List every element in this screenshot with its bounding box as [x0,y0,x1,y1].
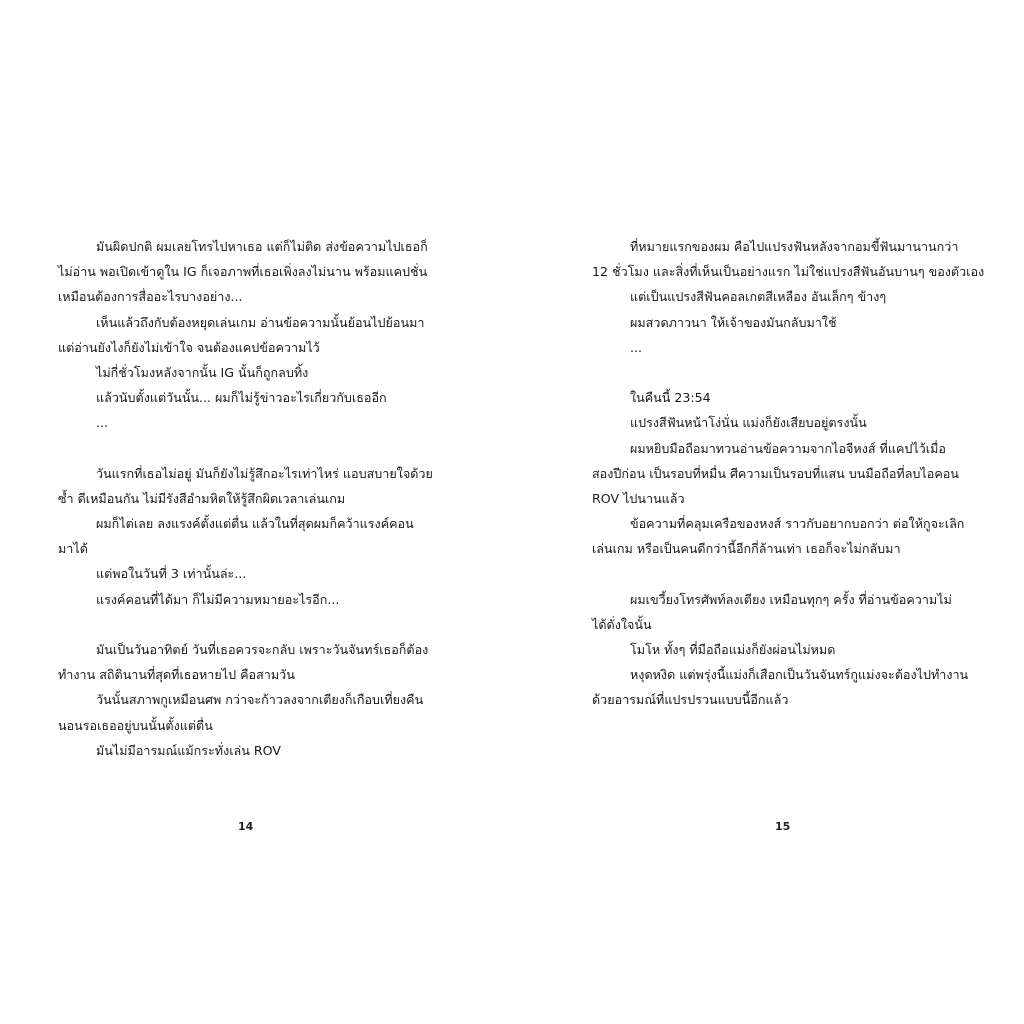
text-line: ... [630,339,643,355]
text-line: หงุดหงิด แต่พรุ่งนี้แม่งก็เสือกเป็นวันจันทร์กูแม่งจะต้องไปทำงาน [630,667,969,683]
text-line: วันนั้นสภาพกูเหมือนศพ กว่าจะก้าวลงจากเตียงก็เกือบเที่ยงคืน [96,692,424,708]
text-line: เห็นแล้วถึงกับต้องหยุดเล่นเกม อ่านข้อความนั้นย้อนไปย้อนมา [96,314,425,330]
text-line: ROV ไปนานแล้ว [592,490,685,506]
text-line: 12 ชั่วโมง และสิ่งที่เห็นเป็นอย่างแรก ไม่ใช่แปรงสีฟันอันบานๆ ของตัวเอง [592,264,985,280]
page-number-left: 14 [238,820,254,833]
text-line: มันไม่มีอารมณ์แม้กระทั่งเล่น ROV [96,742,281,758]
paragraph-spacer [58,612,436,637]
text-line: แรงค์คอนที่ได้มา ก็ไม่มีความหมายอะไรอีก... [96,591,340,607]
text-line: มันผิดปกติ ผมเลยโทรไปหาเธอ แต่ก็ไม่ติด ส่งข้อความไปเธอก็ [96,239,428,254]
paragraph-spacer [592,561,982,586]
text-line: ข้อความที่คลุมเครือของหงส์ ราวกับอยากบอกว่า ต่อให้กูจะเลิก [630,516,965,532]
paragraph-spacer [58,436,436,461]
text-line: ที่หมายแรกของผม คือไปแปรงฟันหลังจากอมขี้ฟันมานานกว่า [630,239,959,254]
text-line: แล้วนับตั้งแต่วันนั้น... ผมก็ไม่รู้ข่าวอะไรเกี่ยวกับเธออีก [96,390,387,406]
text-line: ทำงาน สถิตินานที่สุดที่เธอหายไป คือสามวัน [58,667,295,683]
text-line: มาได้ [58,541,88,557]
text-line: สองปีก่อน เป็นรอบที่หมื่น ศีความเป็นรอบที่แสน บนมือถือที่ลบไอคอน [592,465,959,481]
left-page-text [58,234,436,763]
text-line: ผมหยิบมือถือมาทวนอ่านข้อความจากไอจีหงส์ ที่แคปไว้เมื่อ [630,440,946,456]
text-line: ไม่กี่ชั่วโมงหลังจากนั้น IG นั้นก็ถูกลบทิ้ง [96,364,309,380]
text-line: ด้วยอารมณ์ที่แปรปรวนแบบนี้อีกแล้ว [592,692,789,708]
text-line: แปรงสีฟันหน้าโง่นั่น แม่งก็ยังเสียบอยู่ตรงนั้น [630,415,867,431]
text-line: ได้ดั่งใจนั้น [592,616,652,632]
text-line: ผมก็ไต่เลย ลงแรงค์ตั้งแต่ตื่น แล้วในที่สุดผมก็คว้าแรงค์คอน [96,516,414,532]
text-line: ในคืนนี้ 23:54 [630,390,711,406]
page-number-right: 15 [775,820,791,833]
text-line: ซ้ำ ดีเหมือนกัน ไม่มีรังสีอำมหิตให้รู้สึกผิดเวลาเล่นเกม [58,490,346,506]
text-line: เล่นเกม หรือเป็นคนดีกว่านี้อีกกี่ล้านเท่า เธอก็จะไม่กลับมา [592,541,901,557]
text-line: เหมือนต้องการสื่ออะไรบางอย่าง... [58,289,243,305]
text-line: มันเป็นวันอาทิตย์ วันที่เธอควรจะกลับ เพราะวันจันทร์เธอก็ต้อง [96,642,429,657]
paragraph-spacer [592,360,982,385]
text-line: นอนรอเธออยู่บนนั้นตั้งแต่ตื่น [58,717,213,733]
text-line: แต่อ่านยังไงก็ยังไม่เข้าใจ จนต้องแคปข้อความไว้ [58,339,320,355]
text-line: วันแรกที่เธอไม่อยู่ มันก็ยังไม่รู้สึกอะไรเท่าไหร่ แอบสบายใจด้วย [96,465,433,481]
text-line: โมโห ทั้งๆ ที่มือถือแม่งก็ยังผ่อนไม่หมด [630,642,836,657]
right-page [512,0,1024,1024]
text-line: ผมสวดภาวนา ให้เจ้าของมันกลับมาใช้ [630,314,837,330]
text-line: แต่พอในวันที่ 3 เท่านั้นล่ะ... [96,566,247,582]
text-line: แต่เป็นแปรงสีฟันคอลเกตสีเหลือง อันเล็กๆ ข้างๆ [630,289,887,305]
right-page-text [592,234,985,713]
text-line: ไม่อ่าน พอเปิดเข้าดูใน IG ก็เจอภาพที่เธอเพิ่งลงไม่นาน พร้อมแคปชั่น [58,264,428,280]
text-line: ผมเขวี้ยงโทรศัพท์ลงเตียง เหมือนทุกๆ ครั้ง ที่อ่านข้อความไม่ [630,591,952,607]
text-line: ... [96,415,109,431]
